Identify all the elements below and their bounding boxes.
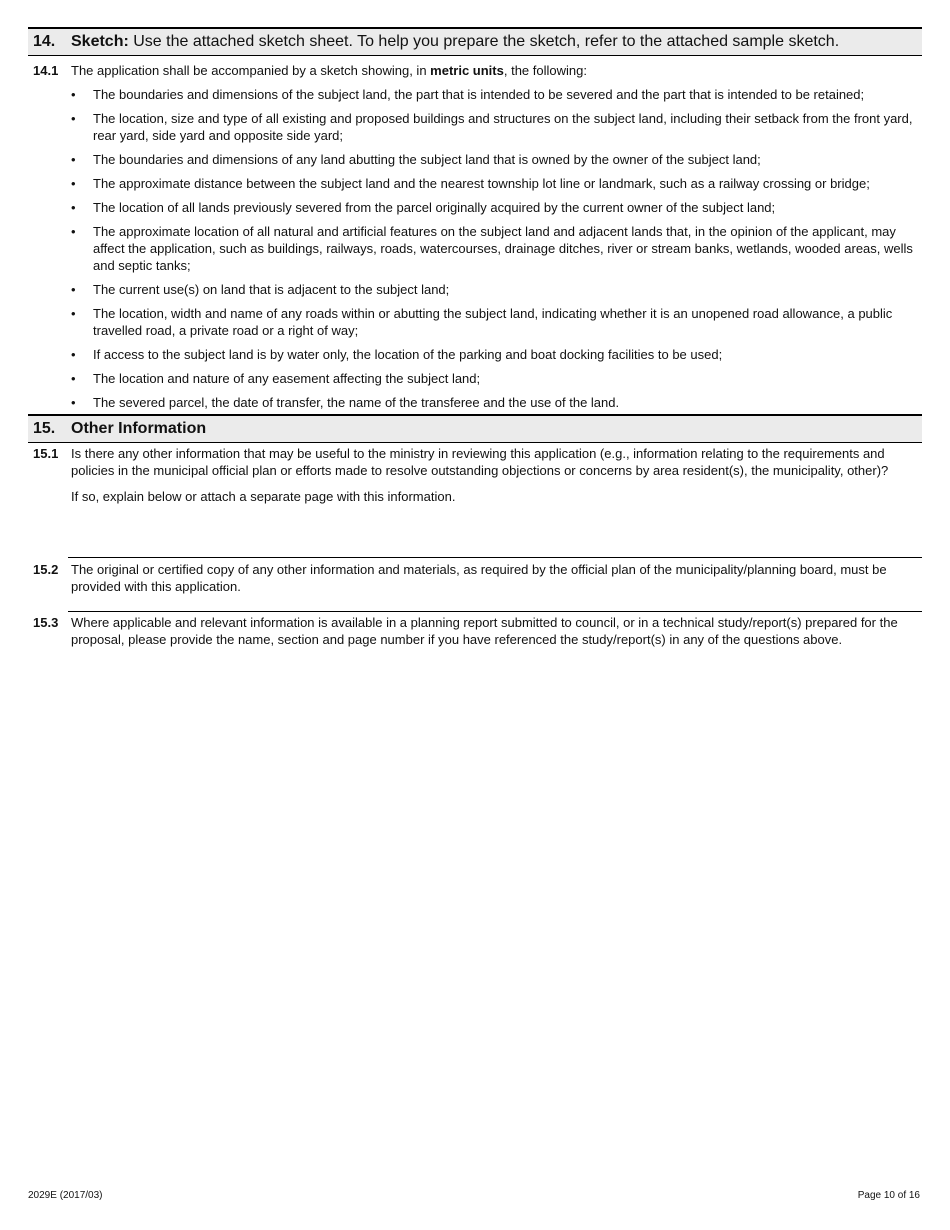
other-information-answer-field[interactable]: [71, 505, 922, 557]
question-15-3: [28, 614, 922, 648]
list-item: • The location of all lands previously severed from the parcel originally acquired by the current owner of the subject land;: [71, 200, 776, 215]
bullet-icon: •: [71, 87, 76, 102]
question-15-3-number: 15.3: [33, 615, 59, 630]
list-item: • The boundaries and dimensions of any land abutting the subject land that is owned by the owner of the subject land;: [71, 152, 761, 167]
question-15-2-number: 15.2: [33, 562, 59, 577]
bullet-icon: •: [71, 371, 76, 386]
question-15-1: [28, 445, 922, 557]
list-item: • The severed parcel, the date of transfer, the name of the transferee and the use of the land.: [71, 395, 620, 410]
form-page: [28, 27, 922, 648]
list-item: • If access to the subject land is by water only, the location of the parking and boat docking facilities to be used;: [71, 347, 723, 362]
list-item: • The location and nature of any easement affecting the subject land;: [71, 371, 481, 386]
bullet-icon: •: [71, 395, 76, 410]
bullet-icon: •: [71, 347, 76, 362]
section-14-title: [71, 33, 839, 51]
answer-field-underline: [68, 557, 922, 558]
page-number: Page 10 of 16: [857, 1190, 920, 1201]
question-14-1-number: 14.1: [33, 63, 59, 78]
bullet-icon: •: [71, 224, 76, 239]
question-15-1-body: [71, 445, 922, 557]
section-15-header: [28, 414, 922, 443]
form-id: 2029E (2017/03): [28, 1190, 103, 1201]
section-14-number: 14.: [33, 33, 56, 50]
bullet-icon: •: [71, 200, 76, 215]
list-item: • The boundaries and dimensions of the subject land, the part that is intended to be severed and the part that is intended to be retained;: [71, 87, 865, 102]
section-14-header: [28, 27, 922, 56]
question-15-3-text: Where applicable and relevant information is available in a planning report submitted to council, or in a technical study/report(s) prepared for the proposal, please provide the name, section and page number if you have referenced the study/report(s) in any of the questions above.: [71, 615, 898, 647]
section-15-number: 15.: [33, 420, 56, 437]
list-item: • The approximate location of all natural and artificial features on the subject land and adjacent lands that, in the opinion of the applicant, may affect the application, such as buildings, railways, roads, watercourses, drainage ditches, river or stream banks, wetlands, wooded areas, wells and septic tanks;: [71, 224, 913, 273]
question-15-1-subtext: If so, explain below or attach a separate page with this information.: [71, 489, 456, 504]
divider: [68, 611, 922, 612]
question-14-1-intro: The application shall be accompanied by a sketch showing, in metric units, the following:: [71, 63, 587, 78]
bullet-icon: •: [71, 282, 76, 297]
list-item: • The current use(s) on land that is adjacent to the subject land;: [71, 282, 450, 297]
bullet-icon: •: [71, 111, 76, 126]
sketch-requirements-list: [71, 86, 922, 411]
question-15-1-number: 15.1: [33, 446, 59, 461]
section-15-title: Other Information: [71, 420, 207, 437]
question-14-1: [28, 62, 922, 411]
question-15-2-text: The original or certified copy of any other information and materials, as required by the official plan of the municipality/planning board, must be provided with this application.: [71, 562, 887, 594]
section-14-title-bold: Sketch:: [71, 33, 129, 50]
list-item: • The location, width and name of any roads within or abutting the subject land, indicating whether it is an unopened road allowance, a public travelled road, a private road or a right of way;: [71, 306, 893, 338]
question-15-1-text: Is there any other information that may be useful to the ministry in reviewing this application (e.g., information relating to the requirements and policies in the municipal official plan or efforts made to resolve outstanding objections or concerns by area resident(s), the municipality, other)?: [71, 446, 889, 478]
bullet-icon: •: [71, 152, 76, 167]
section-14-title-rest: Use the attached sketch sheet. To help you prepare the sketch, refer to the attached sample sketch.: [128, 33, 840, 50]
list-item: • The approximate distance between the subject land and the nearest township lot line or landmark, such as a railway crossing or bridge;: [71, 176, 870, 191]
bullet-icon: •: [71, 176, 76, 191]
question-15-2: [28, 561, 922, 595]
bullet-icon: •: [71, 306, 76, 321]
question-14-1-body: [71, 62, 922, 411]
metric-units-emphasis: metric units: [430, 63, 504, 78]
list-item: • The location, size and type of all existing and proposed buildings and structures on the subject land, including their setback from the front yard, rear yard, side yard and opposite side yard;: [71, 111, 913, 143]
